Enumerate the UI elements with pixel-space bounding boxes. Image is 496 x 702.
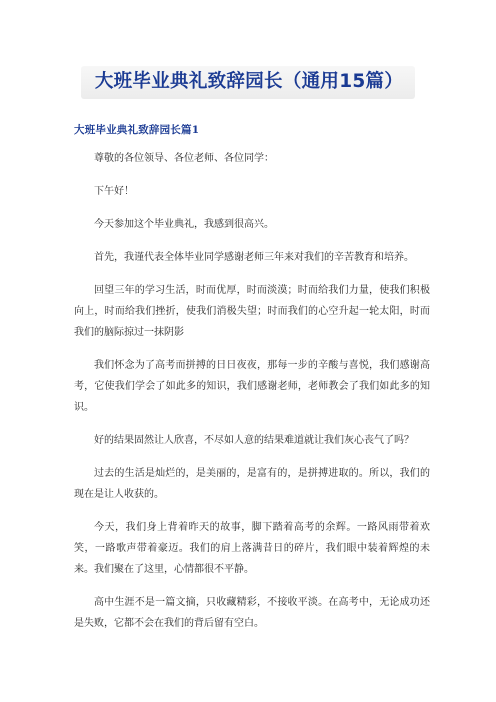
- section-heading: 大班毕业典礼致辞园长篇1: [74, 124, 200, 136]
- document-title: 大班毕业典礼致辞园长（通用15篇）: [81, 66, 415, 99]
- document-body: [74, 148, 430, 646]
- title-container: [0, 66, 496, 99]
- paragraph-high-school: 高中生涯不是一篇文摘，只收藏精彩，不接收平淡。在高考中，无论成功还是失败，它都不会在我们的背后留有空白。: [74, 597, 430, 629]
- paragraph-greeting: 尊敬的各位领导、各位老师、各位同学：: [94, 153, 274, 164]
- paragraph-looking-back: 回望三年的学习生活，时而优厚，时而淡漠；时而给我们力量，使我们积极向上，时而给我们挫折，使我们消极失望；时而我们的心空升起一轮太阳，时而我们的脑际掠过一抹阴影: [74, 285, 430, 338]
- paragraph-past-life: 过去的生活是灿烂的，是美丽的，是富有的，是拼搏进取的。所以，我们的现在是让人收获的。: [74, 468, 430, 500]
- paragraph-happy: 今天参加这个毕业典礼，我感到很高兴。: [94, 219, 274, 230]
- paragraph-gaokao-memories: 我们怀念为了高考而拼搏的日日夜夜，那每一步的辛酸与喜悦，我们感谢高考，它使我们学会了如此多的知识，我们感谢老师，老师教会了我们如此多的知识。: [74, 360, 430, 413]
- paragraph-results: 好的结果固然让人欣喜，不尽如人意的结果难道就让我们灰心丧气了吗？: [94, 435, 414, 446]
- paragraph-thanks: 首先，我谨代表全体毕业同学感谢老师三年来对我们的辛苦教育和培养。: [94, 252, 414, 263]
- paragraph-good-afternoon: 下午好！: [94, 186, 134, 197]
- paragraph-today: 今天，我们身上背着昨天的故事，脚下踏着高考的余辉。一路风雨带着欢笑，一路歌声带着豪迈。我们的肩上落满昔日的碎片，我们眼中装着辉煌的未来。我们聚在了这里，心情都很不平静。: [74, 522, 430, 575]
